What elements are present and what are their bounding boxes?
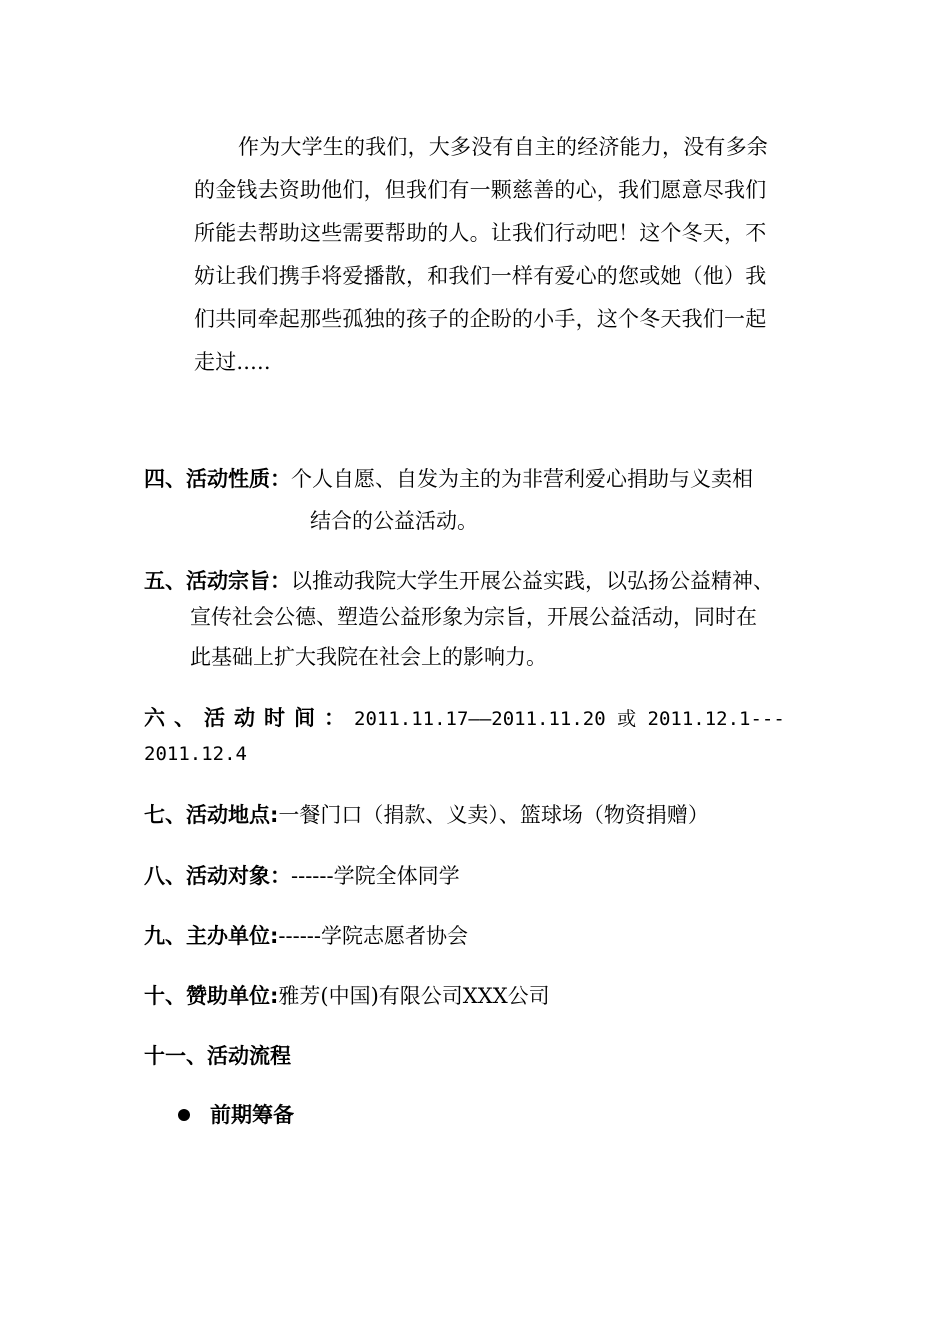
section-text: 2011.11.17——2011.11.20 或 2011.12.1--- xyxy=(354,708,785,730)
section-label: 四、活动性质： xyxy=(144,467,291,491)
section-text: 以推动我院大学生开展公益实践，以弘扬公益精神、 xyxy=(291,569,774,593)
intro-line: 走过..... xyxy=(194,350,271,374)
section-target xyxy=(144,855,460,898)
section-location xyxy=(144,794,709,837)
section-sponsor xyxy=(144,975,550,1018)
intro-line: 作为大学生的我们，大多没有自主的经济能力，没有多余 xyxy=(238,135,768,159)
section-organizer xyxy=(144,915,468,958)
section-text: 雅芳(中国)有限公司XXX公司 xyxy=(278,984,550,1008)
section-text: 一餐门口（捐款、义卖）、篮球场（物资捐赠） xyxy=(278,803,709,827)
section-text: ------学院全体同学 xyxy=(291,864,460,888)
section-label: 九、主办单位: xyxy=(144,924,279,948)
bullet-dot-icon xyxy=(178,1109,190,1121)
section-nature-continuation: 结合的公益活动。 xyxy=(310,509,478,533)
intro-line: 们共同牵起那些孤独的孩子的企盼的小手，这个冬天我们一起 xyxy=(194,307,767,331)
section-nature xyxy=(144,458,753,501)
bullet-label: 前期筹备 xyxy=(210,1103,294,1127)
section-label: 七、活动地点: xyxy=(144,803,279,827)
section-text: 个人自愿、自发为主的为非营利爱心捐助与义卖相 xyxy=(291,467,753,491)
intro-line: 所能去帮助这些需要帮助的人。让我们行动吧！这个冬天，不 xyxy=(194,221,767,245)
section-label: 八、活动对象： xyxy=(144,864,291,888)
section-label: 十一、活动流程 xyxy=(144,1044,291,1068)
section-purpose-continuation: 此基础上扩大我院在社会上的影响力。 xyxy=(190,645,547,669)
section-label: 六、活动时间： xyxy=(144,706,354,730)
section-label: 五、活动宗旨： xyxy=(144,569,291,593)
section-label: 十、赞助单位: xyxy=(144,984,279,1008)
section-process xyxy=(144,1035,291,1078)
section-purpose-continuation: 宣传社会公德、塑造公益形象为宗旨，开展公益活动，同时在 xyxy=(190,605,757,629)
section-text: ------学院志愿者协会 xyxy=(278,924,468,948)
intro-line: 妨让我们携手将爱播散，和我们一样有爱心的您或她（他）我 xyxy=(194,264,767,288)
intro-paragraph xyxy=(194,126,804,384)
bullet-item xyxy=(178,1094,294,1137)
intro-line: 的金钱去资助他们，但我们有一颗慈善的心，我们愿意尽我们 xyxy=(194,178,767,202)
section-time-continuation: 2011.12.4 xyxy=(144,743,247,765)
